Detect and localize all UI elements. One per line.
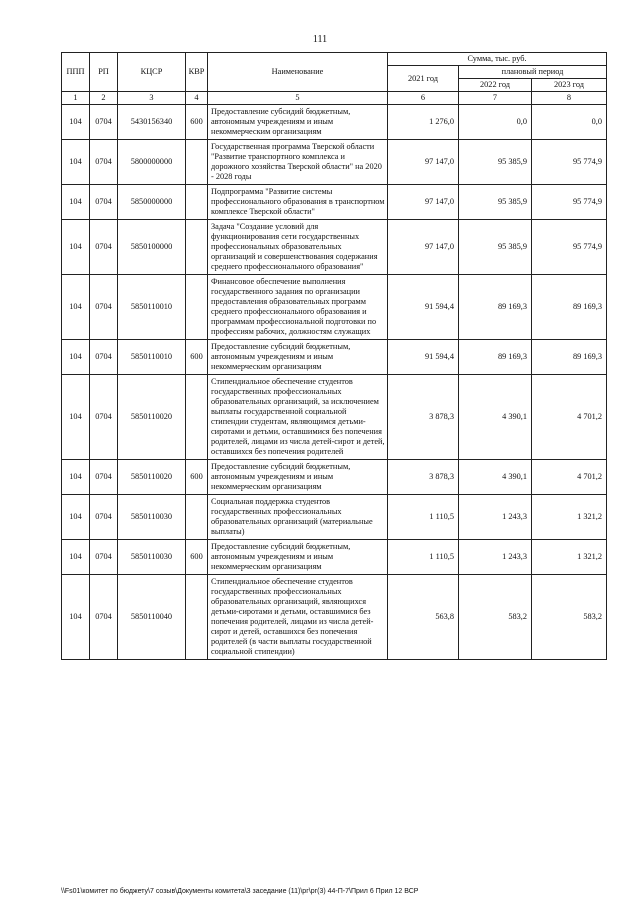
cell-2023: 583,2	[532, 575, 607, 660]
cell-rp: 0704	[90, 540, 118, 575]
budget-table	[61, 52, 607, 660]
cell-2022: 89 169,3	[459, 275, 532, 340]
cell-ppp: 104	[62, 495, 90, 540]
cell-rp: 0704	[90, 375, 118, 460]
column-number: 7	[459, 92, 532, 105]
cell-2022: 4 390,1	[459, 460, 532, 495]
cell-name: Задача "Создание условий для функционирования сети государственных профессиональных образовательных организаций и совершенствования содержания среднего профессионального образования"	[208, 220, 388, 275]
table-row	[62, 540, 607, 575]
cell-name: Предоставление субсидий бюджетным, автономным учреждениям и иным некоммерческим организациям	[208, 340, 388, 375]
cell-2023: 4 701,2	[532, 375, 607, 460]
cell-rp: 0704	[90, 575, 118, 660]
column-number: 4	[186, 92, 208, 105]
cell-name: Предоставление субсидий бюджетным, автономным учреждениям и иным некоммерческим организациям	[208, 105, 388, 140]
cell-rp: 0704	[90, 185, 118, 220]
cell-2021: 97 147,0	[388, 220, 459, 275]
column-number-row	[62, 92, 607, 105]
cell-kvr	[186, 185, 208, 220]
cell-kcsr: 5800000000	[118, 140, 186, 185]
cell-2023: 4 701,2	[532, 460, 607, 495]
cell-ppp: 104	[62, 540, 90, 575]
table-row	[62, 340, 607, 375]
cell-kvr	[186, 575, 208, 660]
cell-kcsr: 5850110020	[118, 460, 186, 495]
column-number: 2	[90, 92, 118, 105]
cell-name: Финансовое обеспечение выполнения государственного задания по организации предоставления образовательных программ среднего профессионального образования и программам профессиональной подготовки по профессиям рабочих, должностям служащих	[208, 275, 388, 340]
cell-kcsr: 5850110010	[118, 340, 186, 375]
page-number: 111	[312, 34, 328, 45]
column-number: 5	[208, 92, 388, 105]
cell-kcsr: 5850000000	[118, 185, 186, 220]
cell-2021: 3 878,3	[388, 375, 459, 460]
cell-kvr	[186, 140, 208, 185]
cell-2021: 91 594,4	[388, 340, 459, 375]
cell-2023: 0,0	[532, 105, 607, 140]
cell-2021: 1 110,5	[388, 495, 459, 540]
cell-kvr	[186, 375, 208, 460]
cell-2023: 95 774,9	[532, 185, 607, 220]
header-sum: Сумма, тыс. руб.	[388, 53, 607, 66]
cell-kcsr: 5850100000	[118, 220, 186, 275]
cell-ppp: 104	[62, 375, 90, 460]
cell-2022: 1 243,3	[459, 495, 532, 540]
cell-rp: 0704	[90, 105, 118, 140]
cell-2021: 91 594,4	[388, 275, 459, 340]
cell-2021: 1 276,0	[388, 105, 459, 140]
cell-2022: 95 385,9	[459, 185, 532, 220]
cell-ppp: 104	[62, 140, 90, 185]
header-kvr: КВР	[186, 53, 208, 92]
cell-2021: 1 110,5	[388, 540, 459, 575]
cell-kvr: 600	[186, 340, 208, 375]
column-number: 3	[118, 92, 186, 105]
cell-ppp: 104	[62, 105, 90, 140]
cell-ppp: 104	[62, 220, 90, 275]
cell-2022: 95 385,9	[459, 220, 532, 275]
cell-2021: 3 878,3	[388, 460, 459, 495]
cell-kvr	[186, 495, 208, 540]
cell-kvr	[186, 275, 208, 340]
cell-name: Стипендиальное обеспечение студентов государственных профессиональных образовательных организаций, являющихся детьми-сиротами и детьми, оставшимися без попечения родителей, лицами из числа детей-сирот и детей, оставшихся без попечения родителей (в части выплаты государственной социальной стипендии)	[208, 575, 388, 660]
cell-kvr: 600	[186, 540, 208, 575]
header-planned-period: плановый период	[459, 66, 607, 79]
cell-2022: 1 243,3	[459, 540, 532, 575]
cell-2023: 95 774,9	[532, 220, 607, 275]
cell-kcsr: 5850110030	[118, 495, 186, 540]
table-row	[62, 105, 607, 140]
cell-kcsr: 5430156340	[118, 105, 186, 140]
cell-rp: 0704	[90, 220, 118, 275]
table-row	[62, 495, 607, 540]
cell-name: Стипендиальное обеспечение студентов государственных профессиональных образовательных организаций, за исключением выплаты государственной социальной стипендии студентам, являющимся детьми-сиротами и детьми, оставшимися без попечения родителей, лицами из числа детей-сирот и детей, оставшихся без попечения родителей	[208, 375, 388, 460]
header-2023: 2023 год	[532, 79, 607, 92]
header-row-1	[62, 53, 607, 66]
cell-ppp: 104	[62, 185, 90, 220]
cell-rp: 0704	[90, 495, 118, 540]
cell-2021: 563,8	[388, 575, 459, 660]
column-number: 8	[532, 92, 607, 105]
header-2021: 2021 год	[388, 66, 459, 92]
cell-rp: 0704	[90, 340, 118, 375]
cell-2022: 583,2	[459, 575, 532, 660]
table-row	[62, 375, 607, 460]
table-row	[62, 275, 607, 340]
cell-kvr: 600	[186, 460, 208, 495]
header-name: Наименование	[208, 53, 388, 92]
cell-2022: 4 390,1	[459, 375, 532, 460]
cell-ppp: 104	[62, 575, 90, 660]
table-row	[62, 220, 607, 275]
column-number: 6	[388, 92, 459, 105]
cell-name: Предоставление субсидий бюджетным, автономным учреждениям и иным некоммерческим организациям	[208, 460, 388, 495]
column-number: 1	[62, 92, 90, 105]
header-2022: 2022 год	[459, 79, 532, 92]
cell-2022: 95 385,9	[459, 140, 532, 185]
cell-2023: 89 169,3	[532, 340, 607, 375]
cell-2023: 1 321,2	[532, 540, 607, 575]
cell-kvr	[186, 220, 208, 275]
cell-ppp: 104	[62, 340, 90, 375]
cell-2023: 1 321,2	[532, 495, 607, 540]
header-ppp: ППП	[62, 53, 90, 92]
cell-rp: 0704	[90, 275, 118, 340]
cell-rp: 0704	[90, 460, 118, 495]
cell-name: Подпрограмма "Развитие системы профессионального образования в транспортном комплексе Тверской области"	[208, 185, 388, 220]
table-row	[62, 460, 607, 495]
cell-ppp: 104	[62, 460, 90, 495]
cell-name: Социальная поддержка студентов государственных профессиональных образовательных организаций (материальные выплаты)	[208, 495, 388, 540]
cell-rp: 0704	[90, 140, 118, 185]
cell-kcsr: 5850110020	[118, 375, 186, 460]
cell-2022: 0,0	[459, 105, 532, 140]
cell-2022: 89 169,3	[459, 340, 532, 375]
cell-2023: 95 774,9	[532, 140, 607, 185]
footer-file-path: \\Fs01\комитет по бюджету\7 созыв\Документы комитета\3 заседание (11)\рг\рг(3) 44-П-7\Прил 6 Прил 12 ВСР	[61, 888, 419, 895]
cell-name: Предоставление субсидий бюджетным, автономным учреждениям и иным некоммерческим организациям	[208, 540, 388, 575]
header-rp: РП	[90, 53, 118, 92]
table-row	[62, 575, 607, 660]
cell-kcsr: 5850110040	[118, 575, 186, 660]
cell-ppp: 104	[62, 275, 90, 340]
table-row	[62, 140, 607, 185]
header-kcsr: КЦСР	[118, 53, 186, 92]
cell-name: Государственная программа Тверской области "Развитие транспортного комплекса и дорожного хозяйства Тверской области" на 2020 - 2028 годы	[208, 140, 388, 185]
cell-2021: 97 147,0	[388, 185, 459, 220]
cell-2023: 89 169,3	[532, 275, 607, 340]
cell-kcsr: 5850110030	[118, 540, 186, 575]
table-row	[62, 185, 607, 220]
cell-kvr: 600	[186, 105, 208, 140]
cell-2021: 97 147,0	[388, 140, 459, 185]
cell-kcsr: 5850110010	[118, 275, 186, 340]
